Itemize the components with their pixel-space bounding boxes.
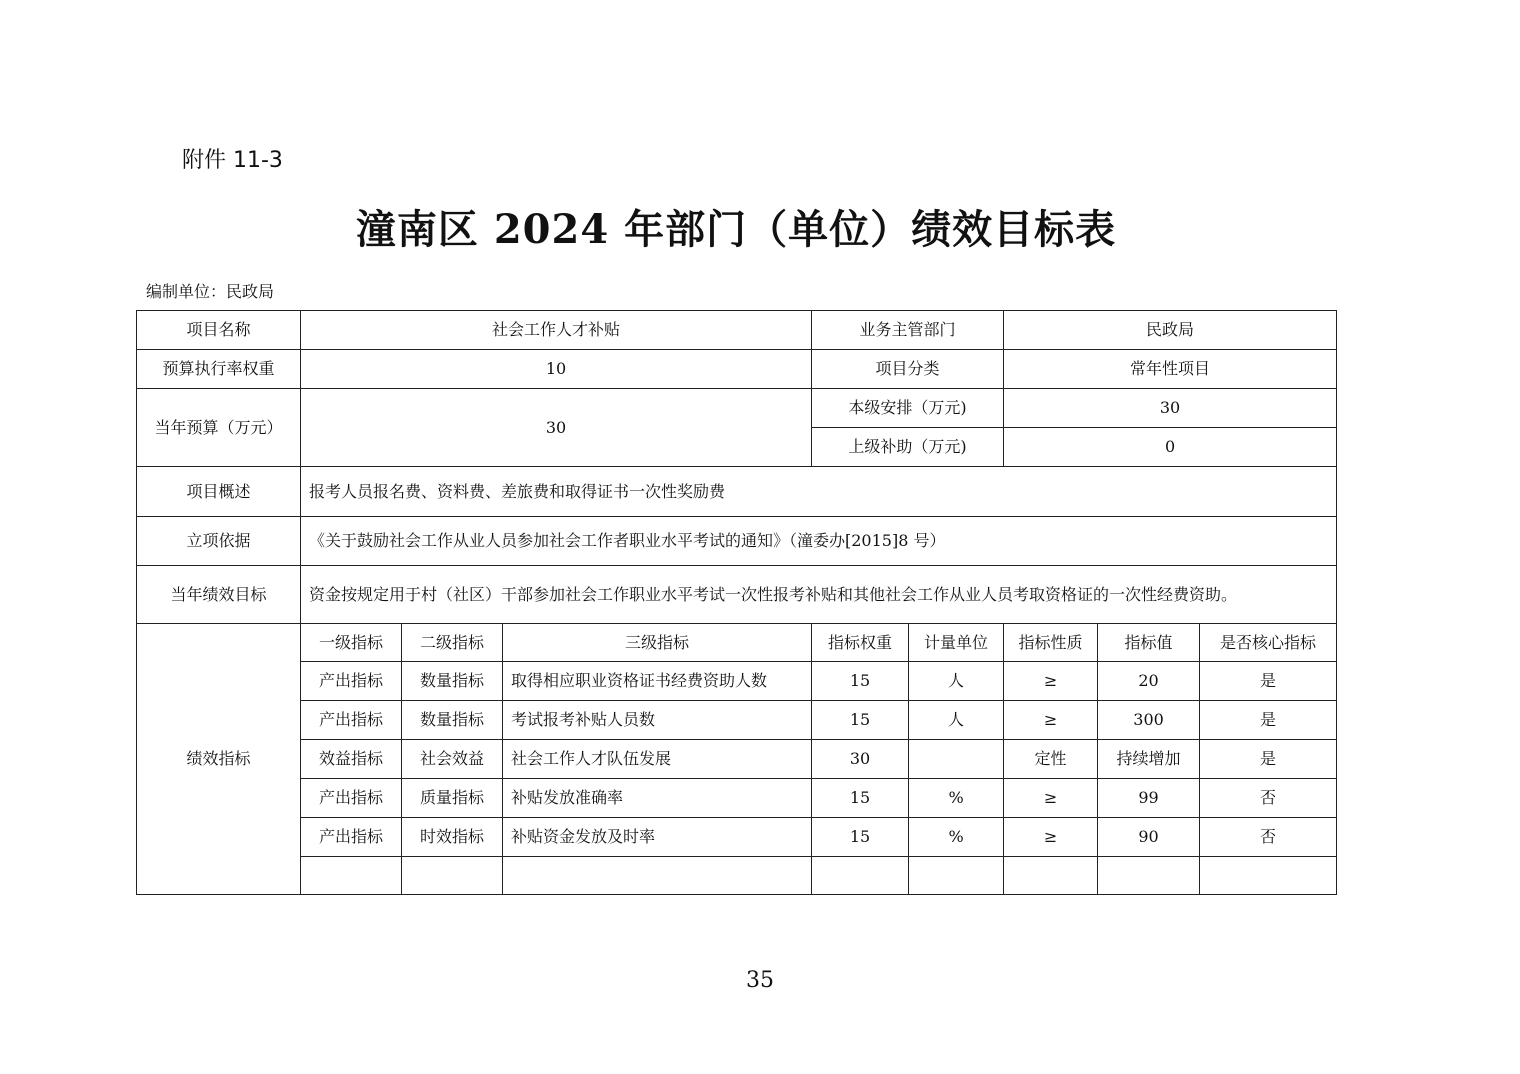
budget-label: 当年预算（万元）: [137, 389, 301, 467]
cell-value: 持续增加: [1098, 740, 1200, 779]
cell-level1: 产出指标: [301, 701, 402, 740]
category-label: 项目分类: [812, 350, 1004, 389]
cell-nature: 定性: [1004, 740, 1098, 779]
table-row: [137, 566, 1337, 624]
upper-label: 上级补助（万元): [812, 428, 1004, 467]
cell-level2: 质量指标: [402, 779, 503, 818]
cell-weight: 15: [812, 779, 909, 818]
cell-core: 是: [1200, 662, 1337, 701]
upper-value: 0: [1004, 428, 1337, 467]
table-row: [137, 311, 1337, 350]
page-title: 潼南区 2024 年部门（单位）绩效目标表: [355, 206, 1117, 253]
header-cell: 二级指标: [402, 624, 503, 662]
header-cell: 指标性质: [1004, 624, 1098, 662]
cell-level1: 产出指标: [301, 818, 402, 857]
cell-level2: 社会效益: [402, 740, 503, 779]
project-name-label: 项目名称: [137, 311, 301, 350]
indicator-row: [137, 740, 1337, 779]
cell-level1: 产出指标: [301, 779, 402, 818]
indicator-row: [137, 701, 1337, 740]
local-value: 30: [1004, 389, 1337, 428]
cell-core: 是: [1200, 701, 1337, 740]
cell-nature: [1004, 857, 1098, 895]
cell-level3: 补贴发放准确率: [503, 779, 812, 818]
cell-weight: 30: [812, 740, 909, 779]
header-cell: 指标权重: [812, 624, 909, 662]
cell-nature: ≥: [1004, 701, 1098, 740]
header-cell: 三级指标: [503, 624, 812, 662]
cell-core: [1200, 857, 1337, 895]
header-cell: 一级指标: [301, 624, 402, 662]
page-number: 35: [746, 968, 774, 993]
basis-label: 立项依据: [137, 517, 301, 566]
budget-rate-value: 10: [301, 350, 812, 389]
indicator-row-empty: [137, 857, 1337, 895]
category-value: 常年性项目: [1004, 350, 1337, 389]
cell-level3: 补贴资金发放及时率: [503, 818, 812, 857]
cell-value: 99: [1098, 779, 1200, 818]
cell-value: [1098, 857, 1200, 895]
overview-label: 项目概述: [137, 467, 301, 517]
local-label: 本级安排（万元): [812, 389, 1004, 428]
header-cell: 计量单位: [909, 624, 1004, 662]
indicator-row: [137, 818, 1337, 857]
dept-label: 业务主管部门: [812, 311, 1004, 350]
cell-weight: 15: [812, 662, 909, 701]
cell-nature: ≥: [1004, 818, 1098, 857]
cell-level1: 效益指标: [301, 740, 402, 779]
indicators-label: 绩效指标: [137, 624, 301, 895]
cell-weight: 15: [812, 818, 909, 857]
cell-level1: [301, 857, 402, 895]
cell-unit: 人: [909, 701, 1004, 740]
cell-core: 否: [1200, 818, 1337, 857]
cell-unit: %: [909, 779, 1004, 818]
cell-unit: %: [909, 818, 1004, 857]
budget-value: 30: [301, 389, 812, 467]
compiling-unit: 编制单位：民政局: [146, 282, 275, 301]
cell-value: 90: [1098, 818, 1200, 857]
budget-rate-label: 预算执行率权重: [137, 350, 301, 389]
indicator-row: [137, 662, 1337, 701]
cell-value: 300: [1098, 701, 1200, 740]
dept-value: 民政局: [1004, 311, 1337, 350]
cell-weight: 15: [812, 701, 909, 740]
table-row: [137, 350, 1337, 389]
cell-unit: [909, 740, 1004, 779]
cell-level3: 取得相应职业资格证书经费资助人数: [503, 662, 812, 701]
cell-unit: [909, 857, 1004, 895]
cell-level2: 时效指标: [402, 818, 503, 857]
cell-weight: [812, 857, 909, 895]
cell-unit: 人: [909, 662, 1004, 701]
attachment-label: 附件 11-3: [182, 148, 283, 173]
table-row: [137, 517, 1337, 566]
table-row: [137, 467, 1337, 517]
cell-value: 20: [1098, 662, 1200, 701]
overview-value: 报考人员报名费、资料费、差旅费和取得证书一次性奖励费: [301, 467, 1337, 517]
header-cell: 是否核心指标: [1200, 624, 1337, 662]
indicator-header-row: [137, 624, 1337, 662]
header-cell: 指标值: [1098, 624, 1200, 662]
indicator-row: [137, 779, 1337, 818]
cell-level1: 产出指标: [301, 662, 402, 701]
cell-level3: 社会工作人才队伍发展: [503, 740, 812, 779]
goal-label: 当年绩效目标: [137, 566, 301, 624]
cell-core: 是: [1200, 740, 1337, 779]
cell-level2: 数量指标: [402, 662, 503, 701]
cell-nature: ≥: [1004, 662, 1098, 701]
goal-value: 资金按规定用于村（社区）干部参加社会工作职业水平考试一次性报考补贴和其他社会工作从业人员考取资格证的一次性经费资助。: [301, 566, 1337, 624]
cell-level3: [503, 857, 812, 895]
table-row: [137, 389, 1337, 428]
cell-level3: 考试报考补贴人员数: [503, 701, 812, 740]
performance-table: [136, 310, 1337, 895]
cell-core: 否: [1200, 779, 1337, 818]
basis-value: 《关于鼓励社会工作从业人员参加社会工作者职业水平考试的通知》（潼委办[2015]8 号）: [301, 517, 1337, 566]
project-name: 社会工作人才补贴: [301, 311, 812, 350]
cell-level2: 数量指标: [402, 701, 503, 740]
cell-nature: ≥: [1004, 779, 1098, 818]
cell-level2: [402, 857, 503, 895]
